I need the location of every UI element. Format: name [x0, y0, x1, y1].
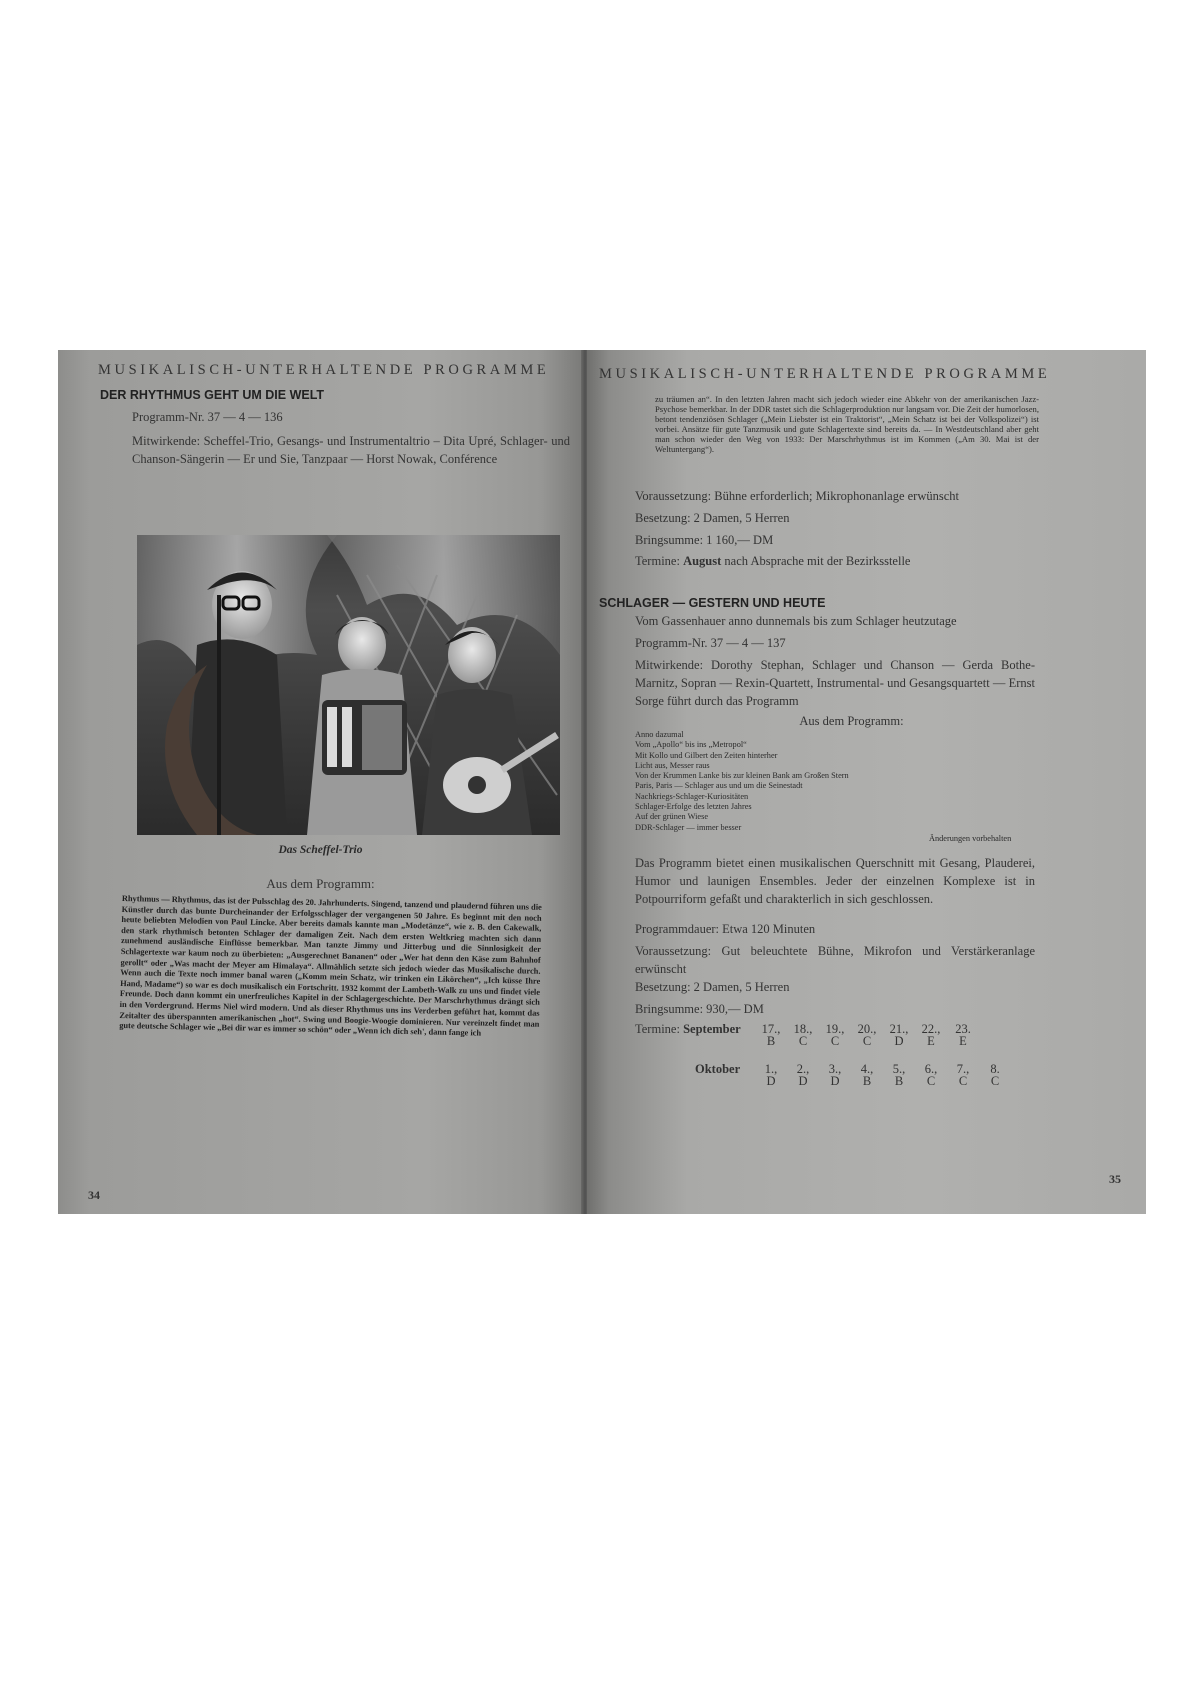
program-item-list [635, 730, 995, 833]
oktober-code: B [894, 1074, 904, 1088]
program-item: Nachkriegs-Schlager-Kuriositäten [635, 791, 749, 801]
september-code: C [830, 1034, 840, 1048]
section-heading: Aus dem Programm: [266, 876, 375, 891]
program-item: Licht aus, Messer raus [635, 760, 710, 770]
oktober-date: 1., [764, 1062, 778, 1076]
program-item: Mit Kollo und Gilbert den Zeiten hinterher [635, 750, 778, 760]
program-duration: Programmdauer: Etwa 120 Minuten [635, 922, 816, 936]
page-number: 34 [88, 1188, 100, 1202]
participants-2: Mitwirkende: Dorothy Stephan, Schlager und Chanson — Gerda Bothe-Marnitz, Sopran — Rexin-Quartett, Instrumental- und Gesangsquartett — Ernst Sorge führt durch das Programm [635, 658, 1035, 708]
left-page [58, 350, 583, 1214]
program-item: Vom „Apollo“ bis ins „Metropol“ [635, 740, 747, 750]
page-header: MUSIKALISCH-UNTERHALTENDE PROGRAMME [599, 366, 1051, 382]
oktober-date: 3., [828, 1062, 842, 1076]
oktober-date: 4., [860, 1062, 874, 1076]
oktober-label: Oktober [695, 1062, 741, 1076]
september-date: 20., [857, 1022, 877, 1036]
september-label: September [683, 1022, 741, 1036]
continued-text: zu träumen an“. In den letzten Jahren macht sich jedoch wieder eine Abkehr von der amerikanischen Jazz-Psychose bemerkbar. In der DDR tastet sich die Schlagerproduktion nur langsam vor. Die Zeit der humorlosen, betont tendenziösen Schlager („Mein Liebster ist ein Traktorist“, „Mein Schatz ist bei der Volkspolizei“) ist vorbei. Ansätze für gute Tanzmusik und gute Schlagertexte sind bereits da. — In Westdeutschland aber geht man schon wieder den Weg von 1933: Der Marschrhythmus ist im Kommen („Am 30. Mai ist der Weltuntergang“). [655, 394, 1039, 455]
september-code: C [862, 1034, 872, 1048]
program-item: DDR-Schlager — immer besser [635, 822, 742, 832]
september-date: 23. [955, 1022, 971, 1036]
right-page [587, 350, 1146, 1214]
trio-photo-image [137, 535, 560, 835]
program-item: Anno dazumal [635, 730, 684, 739]
changes-reserved: Änderungen vorbehalten [929, 834, 1012, 843]
program-item: Paris, Paris — Schlager aus und um die Seinestadt [635, 781, 803, 791]
dates-1 [635, 552, 910, 570]
program-item: Von der Krummen Lanke bis zur kleinen Bank am Großen Stern [635, 771, 849, 781]
trio-photo [137, 535, 560, 835]
september-code: E [959, 1034, 967, 1048]
oktober-code: D [766, 1074, 776, 1088]
history-text: Rhythmus — Rhythmus, das ist der Pulsschlag des 20. Jahrhunderts. Singend, tanzend und plaudernd führen uns die Künstler durch das bunte Durcheinander der Erfolgsschlager der vergangenen 50 Jahre. Es beginnt mit den noch heute beliebten Melodien von Paul Lincke. Aber bereits damals kannte man „Modetänze“, wie z. B. den Cakewalk, den stark rhythmisch betonten Schlager der damaligen Zeit. Nach dem ersten Weltkrieg machten sich dann zunehmend ausländische Einflüsse bemerkbar. Man tanzte Jimmy und Jitterbug und die Sinnlosigkeit der Schlagertexte war kaum noch zu überbieten: „Ausgerechnet Bananen“ oder „Wer hat denn den Käse zum Bahnhof gerollt“ oder „Was macht der Meyer am Himalaya“. Allmählich setzte sich jedoch wieder das Musikalische durch. Wenn auch die Texte noch immer banal waren („Komm mein Schatz, wir trinken ein Likörchen“, „Ich küsse Ihre Hand, Madame“) so war es doch musikalisch ein Fortschritt. 1932 kommt der Lambeth-Walk zu uns und findet viele Freunde. Doch dann kommt ein unerfreuliches Kapitel in der Schlagergeschichte. Der Marschrhythmus drängt sich in den Vordergrund. Herms Niel wird modern. Und als dieser Rhythmus uns ins Verderben geführt hat, kommt das Zeitalter des überspannten amerikanischen „hot“. Swing und Boogie-Woogie dominieren. Nur vereinzelt findet man gute deutsche Schlager wie „Bei dir war es immer so schön“ oder „Wenn ich dich seh', dann fange ich [119, 894, 542, 1038]
page-header: MUSIKALISCH-UNTERHALTENDE PROGRAMME [98, 362, 550, 378]
dates-label: Termine: September [635, 1022, 741, 1036]
program-subtitle-2: Vom Gassenhauer anno dunnemals bis zum Schlager heutzutage [635, 614, 957, 628]
fee-1: Bringsumme: 1 160,— DM [635, 533, 774, 547]
participants: Mitwirkende: Scheffel-Trio, Gesangs- und Instrumentaltrio – Dita Upré, Schlager- und Chanson-Sängerin — Er und Sie, Tanzpaar — Horst Nowak, Conférence [132, 434, 570, 466]
page-number: 35 [1109, 1172, 1121, 1186]
september-date: 17., [761, 1022, 781, 1036]
requirement-2: Voraussetzung: Gut beleuchtete Bühne, Mikrofon und Verstärkeranlage erwünscht [635, 944, 1035, 976]
oktober-code: D [830, 1074, 840, 1088]
photo-caption: Das Scheffel-Trio [278, 844, 363, 856]
september-code: E [927, 1034, 935, 1048]
program-title-2: SCHLAGER — GESTERN UND HEUTE [599, 596, 826, 610]
oktober-code: B [862, 1074, 872, 1088]
program-title: DER RHYTHMUS GEHT UM DIE WELT [100, 388, 325, 402]
requirement-1: Voraussetzung: Bühne erforderlich; Mikrophonanlage erwünscht [635, 489, 959, 503]
oktober-date: 5., [892, 1062, 906, 1076]
section-heading-2: Aus dem Programm: [799, 714, 904, 728]
oktober-date: 6., [924, 1062, 938, 1076]
oktober-code: C [990, 1074, 1000, 1088]
program-number: Programm-Nr. 37 — 4 — 136 [132, 410, 283, 424]
booklet-spread [58, 350, 1146, 1214]
september-code: D [894, 1034, 904, 1048]
september-date: 19., [825, 1022, 845, 1036]
oktober-code: D [798, 1074, 808, 1088]
dates-note: nach Absprache mit der Bezirksstelle [724, 554, 911, 568]
oktober-code: C [958, 1074, 968, 1088]
oktober-date: 8. [990, 1062, 1000, 1076]
program-item: Schlager-Erfolge des letzten Jahres [635, 802, 752, 812]
cast-2: Besetzung: 2 Damen, 5 Herren [635, 980, 790, 994]
dates-label: Termine: [635, 554, 680, 568]
oktober-date: 2., [796, 1062, 810, 1076]
oktober-date: 7., [956, 1062, 970, 1076]
september-date: 21., [889, 1022, 909, 1036]
dates-grid [635, 1022, 1055, 1092]
fee-2: Bringsumme: 930,— DM [635, 1002, 764, 1016]
program-number-2: Programm-Nr. 37 — 4 — 137 [635, 636, 786, 650]
cast-1: Besetzung: 2 Damen, 5 Herren [635, 511, 790, 525]
september-code: C [798, 1034, 808, 1048]
program-description: Das Programm bietet einen musikalischen Querschnitt mit Gesang, Plauderei, Humor und launigen Ensembles. Jeder der einzelnen Komplexe ist in Potpourriform gefaßt und charakterlich in sich geschlossen. [635, 856, 1035, 906]
september-date: 22., [921, 1022, 941, 1036]
september-code: B [766, 1034, 776, 1048]
september-date: 18., [793, 1022, 813, 1036]
program-item: Auf der grünen Wiese [635, 812, 709, 822]
dates-month: August [683, 554, 722, 568]
oktober-code: C [926, 1074, 936, 1088]
